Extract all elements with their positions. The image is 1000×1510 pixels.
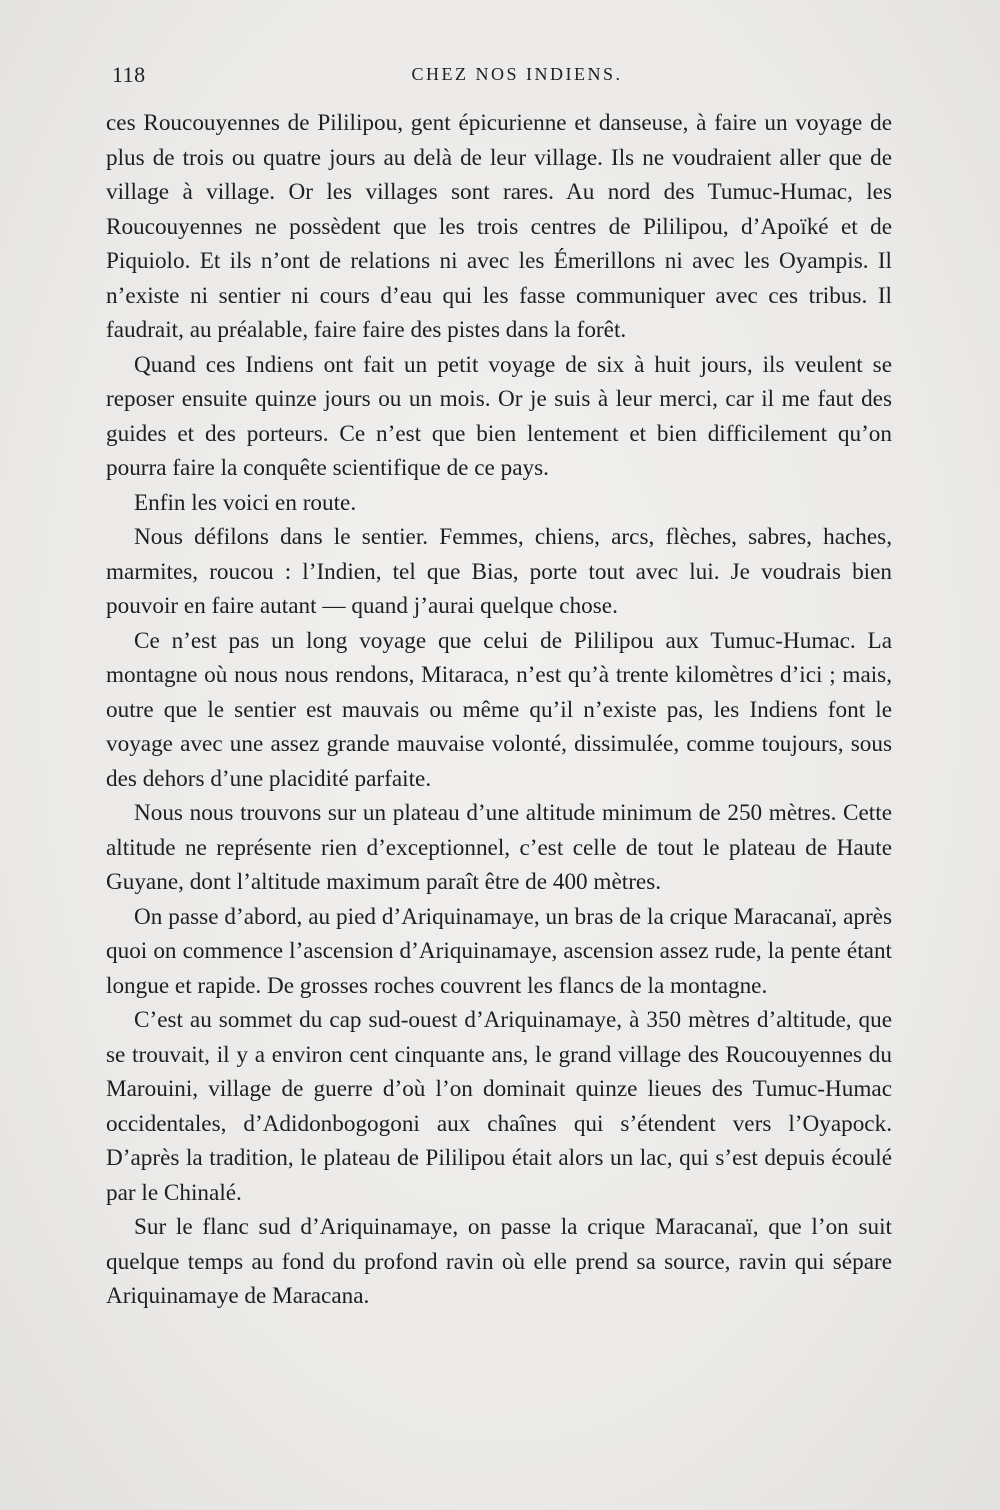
paragraph: C’est au sommet du cap sud-ouest d’Ariquinamaye, à 350 mètres d’altitude, que se trouvait, il y a environ cent cinquante ans, le grand village des Roucouyennes du Marouini, village de guerre d’où l’on dominait quinze lieues des Tumuc-Humac occidentales, d’Adidonbogogoni aux chaînes qui s’étendent vers l’Oyapock. D’après la tradition, le plateau de Pililipou était alors un lac, qui s’est depuis écoulé par le Chinalé. [106, 1007, 892, 1206]
paragraph: On passe d’abord, au pied d’Ariquinamaye, un bras de la crique Maracanaï, après quoi on commence l’ascension d’Ariquinamaye, ascension assez rude, la pente étant longue et rapide. De grosses roches couvrent les flancs de la montagne. [106, 903, 892, 999]
paragraph: Quand ces Indiens ont fait un petit voyage de six à huit jours, ils veulent se reposer ensuite quinze jours ou un mois. Or je suis à leur merci, car il me faut des guides et des porteurs. Ce n’est que bien lentement et bien difficilement qu’on pourra faire la conquête scientifique de ce pays. [106, 351, 892, 481]
paragraph: Nous défilons dans le sentier. Femmes, chiens, arcs, flèches, sabres, haches, marmites, roucou : l’Indien, tel que Bias, porte tout avec lui. Je voudrais bien pouvoir en faire autant — quand j’aurai quelque chose. [106, 524, 892, 619]
page-number: 118 [112, 62, 146, 87]
paragraph: Sur le flanc sud d’Ariquinamaye, on passe la crique Maracanaï, que l’on suit quelque temps au fond du profond ravin où elle prend sa source, ravin qui sépare Ariquinamaye de Maracana. [106, 1214, 892, 1309]
paragraph: ces Roucouyennes de Pililipou, gent épicurienne et danseuse, à faire un voyage de plus de trois ou quatre jours au delà de leur village. Ils ne voudraient aller que de village à village. Or les villages sont rares. Au nord des Tumuc-Humac, les Roucouyennes ne possèdent que les trois centres de Pililipou, d’Apoïké et de Piquiolo. Et ils n’ont de relations ni avec les Émerillons ni avec les Oyampis. Il n’existe ni sentier ni cours d’eau qui les fasse communiquer avec ces tribus. Il faudrait, au préalable, faire faire des pistes dans la forêt. [106, 110, 892, 343]
paragraph: Nous nous trouvons sur un plateau d’une altitude minimum de 250 mètres. Cette altitude ne représente rien d’exceptionnel, c’est celle de tout le plateau de Haute Guyane, dont l’altitude maximum paraît être de 400 mètres. [106, 800, 892, 895]
running-title: CHEZ NOS INDIENS. [411, 64, 623, 84]
paragraph: Enfin les voici en route. [134, 489, 357, 516]
paragraph: Ce n’est pas un long voyage que celui de Pililipou aux Tumuc-Humac. La montagne où nous nous rendons, Mitaraca, n’est qu’à trente kilomètres d’ici ; mais, outre que le sentier est mauvais ou même qu’il n’existe pas, les Indiens font le voyage avec une assez grande mauvaise volonté, dissimulée, comme toujours, sous des dehors d’une placidité parfaite. [106, 627, 892, 792]
body-text [106, 106, 892, 1314]
page-header [112, 62, 902, 92]
